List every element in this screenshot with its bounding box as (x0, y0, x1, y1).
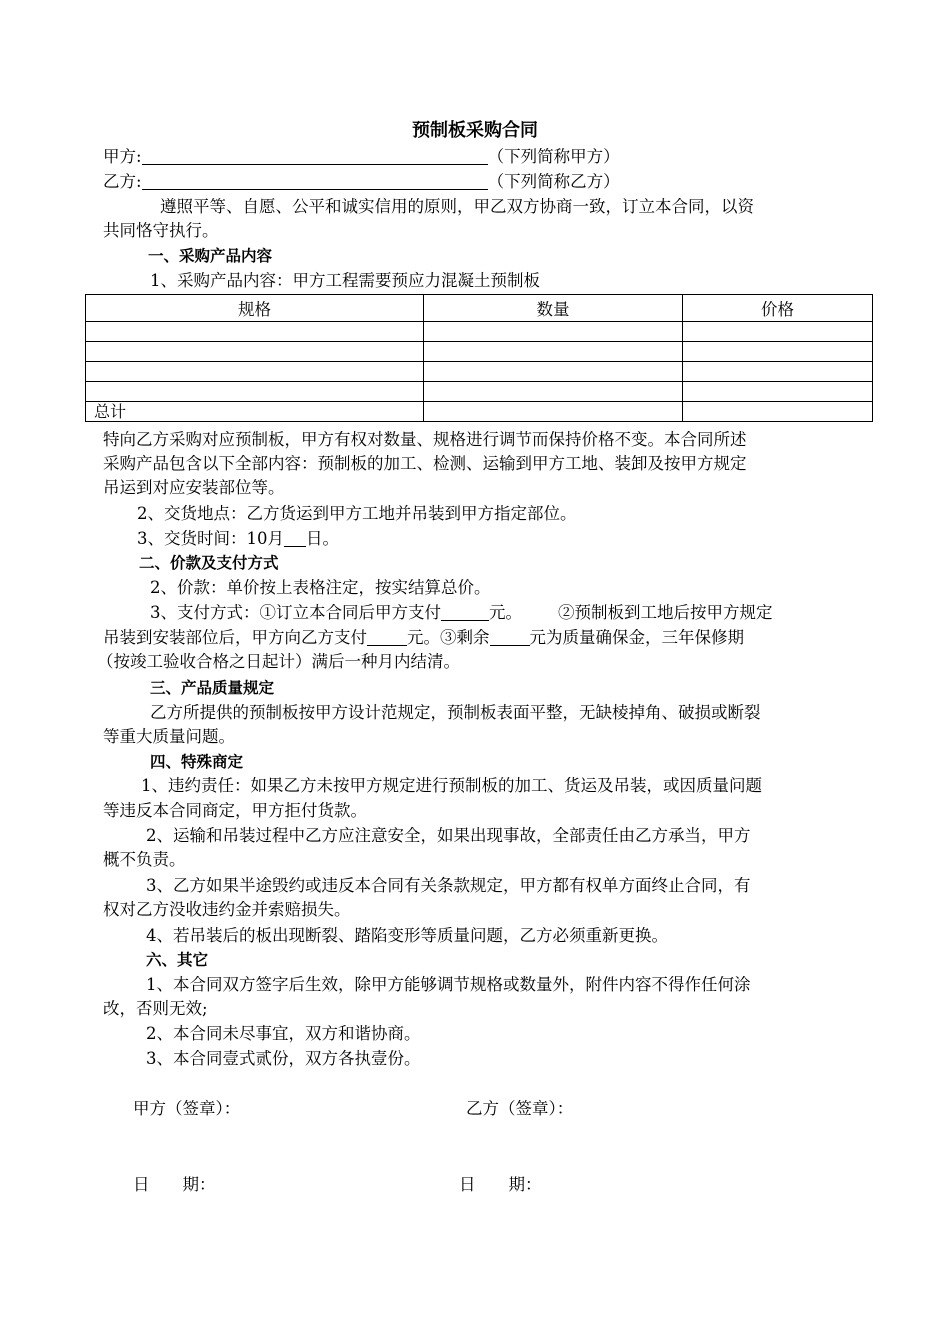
table-cell[interactable] (683, 362, 873, 382)
party-a-date[interactable]: 日 期： (133, 1175, 216, 1194)
payment-1-field[interactable] (441, 603, 489, 621)
section4-item4: 4、若吊装后的板出现断裂、踏陷变形等质量问题，乙方必须重新更换。 (146, 926, 668, 945)
payment-3-text: 元为质量确保金，三年保修期 (529, 628, 744, 647)
party-a-note: （下列简称甲方） (487, 147, 620, 166)
party-a-line (103, 145, 620, 169)
section1-heading: 一、采购产品内容 (148, 247, 273, 265)
spec-table (85, 294, 873, 422)
table-total-row (86, 402, 873, 422)
section2-item2: 2、价款：单价按上表格注定，按实结算总价。 (150, 578, 491, 597)
section1-para-2: 采购产品包含以下全部内容：预制板的加工、检测、运输到甲方工地、装卸及按甲方规定 (103, 454, 747, 473)
payment-3-label: 元。③剩余 (407, 628, 490, 647)
payment-2-text: 吊装到安装部位后，甲方向乙方支付 (103, 628, 367, 647)
section4-item1-line1: 1、违约责任：如果乙方未按甲方规定进行预制板的加工、货运及吊装，或因质量问题 (141, 776, 762, 795)
party-b-signature[interactable]: 乙方（签章）： (466, 1099, 574, 1118)
payment-2-label: ②预制板到工地后按甲方规定 (558, 603, 773, 622)
delivery-time-suffix: 日。 (306, 529, 339, 548)
section6-item3: 3、本合同壹式贰份，双方各执壹份。 (146, 1049, 421, 1068)
intro-line-1: 遵照平等、自愿、公平和诚实信用的原则，甲乙双方协商一致，订立本合同，以资 (160, 197, 754, 216)
section1-item1: 1、采购产品内容：甲方工程需要预应力混凝土预制板 (150, 271, 540, 290)
section2-item3-line3: （按竣工验收合格之日起计）满后一种月内结清。 (97, 652, 460, 671)
section4-item2-line2: 概不负责。 (103, 850, 186, 869)
table-cell[interactable] (86, 322, 424, 342)
document-title: 预制板采购合同 (412, 120, 538, 141)
party-b-note: （下列简称乙方） (487, 172, 620, 191)
table-cell[interactable] (683, 342, 873, 362)
party-a-label: 甲方: (103, 147, 142, 166)
table-cell[interactable] (86, 342, 424, 362)
table-cell[interactable] (86, 362, 424, 382)
section6-item2: 2、本合同未尽事宜，双方和谐协商。 (146, 1024, 421, 1043)
section1-item3 (137, 527, 339, 551)
payment-1-unit: 元。 (489, 603, 522, 622)
section6-item1-line1: 1、本合同双方签字后生效，除甲方能够调节规格或数量外，附件内容不得作任何涂 (146, 975, 751, 994)
section4-item1-line2: 等违反本合同商定，甲方拒付货款。 (103, 801, 367, 820)
section3-line2: 等重大质量问题。 (103, 727, 235, 746)
section4-item2-line1: 2、运输和吊装过程中乙方应注意安全，如果出现事故，全部责任由乙方承当，甲方 (146, 826, 751, 845)
table-cell[interactable] (424, 362, 683, 382)
table-row (86, 362, 873, 382)
section2-heading: 二、价款及支付方式 (139, 554, 279, 572)
table-row (86, 342, 873, 362)
section4-item3-line2: 权对乙方没收违约金并索赔损失。 (103, 900, 351, 919)
header-price: 价格 (683, 295, 873, 322)
table-cell[interactable] (86, 382, 424, 402)
party-b-date[interactable]: 日 期： (459, 1175, 542, 1194)
delivery-time-label: 3、交货时间：10月 (137, 529, 284, 548)
delivery-day-field[interactable] (284, 529, 306, 547)
section3-line1: 乙方所提供的预制板按甲方设计范规定，预制板表面平整，无缺棱掉角、破损或断裂 (150, 703, 761, 722)
party-b-field[interactable] (142, 171, 488, 190)
payment-2-field[interactable] (367, 628, 407, 646)
table-cell[interactable] (683, 382, 873, 402)
table-row (86, 382, 873, 402)
section1-para-3: 吊运到对应安装部位等。 (103, 478, 285, 497)
section6-heading: 六、其它 (146, 951, 209, 969)
table-header-row (86, 295, 873, 322)
table-cell[interactable] (424, 382, 683, 402)
party-a-field[interactable] (142, 146, 488, 165)
party-b-label: 乙方: (103, 172, 142, 191)
section4-item3-line1: 3、乙方如果半途毁约或违反本合同有关条款规定，甲方都有权单方面终止合同，有 (146, 876, 751, 895)
section1-item2: 2、交货地点：乙方货运到甲方工地并吊装到甲方指定部位。 (137, 504, 577, 523)
payment-3-field[interactable] (490, 628, 530, 646)
table-cell[interactable] (424, 322, 683, 342)
section2-item3-line2 (103, 626, 744, 650)
table-cell[interactable] (683, 402, 873, 422)
section1-para-1: 特向乙方采购对应预制板，甲方有权对数量、规格进行调节而保持价格不变。本合同所述 (103, 430, 747, 449)
table-cell[interactable] (424, 402, 683, 422)
payment-label: 3、支付方式：①订立本合同后甲方支付 (150, 603, 441, 622)
total-label: 总计 (86, 402, 424, 422)
intro-line-2: 共同恪守执行。 (103, 221, 219, 240)
section3-heading: 三、产品质量规定 (150, 679, 275, 697)
table-cell[interactable] (683, 322, 873, 342)
party-b-line (103, 170, 620, 194)
party-a-signature[interactable]: 甲方（签章）： (133, 1099, 241, 1118)
section4-heading: 四、特殊商定 (150, 753, 244, 771)
section2-item3-line1 (150, 601, 773, 625)
header-quantity: 数量 (424, 295, 683, 322)
table-cell[interactable] (424, 342, 683, 362)
header-spec: 规格 (86, 295, 424, 322)
section6-item1-line2: 改，否则无效; (103, 999, 208, 1018)
table-row (86, 322, 873, 342)
